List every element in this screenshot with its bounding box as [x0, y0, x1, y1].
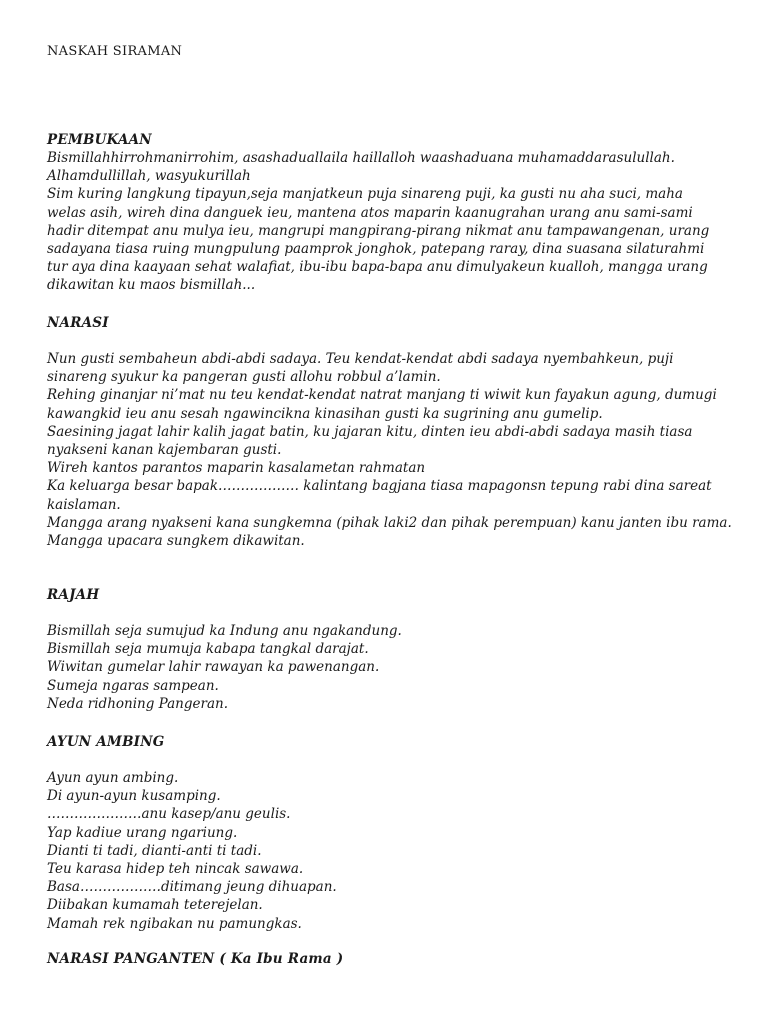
paragraph-line: hadir ditempat anu mulya ieu, mangrupi mangpirang-pirang nikmat anu tampawangenan, urang	[47, 222, 710, 239]
section-ayun-ambing	[47, 733, 737, 933]
heading-narasi: NARASI	[47, 315, 109, 331]
verse-line: Bismillah seja sumujud ka Indung anu ngakandung.	[47, 623, 402, 639]
section-narasi-panganten	[47, 950, 737, 968]
verse-line: Neda ridhoning Pangeran.	[47, 695, 228, 712]
verse-line: Ayun ayun ambing.	[47, 770, 179, 786]
paragraph-line: dikawitan ku maos bismillah...	[47, 277, 256, 294]
paragraph-line: Rehing ginanjar ni’mat nu teu kendat-kendat natrat manjang ti wiwit kun fayakun agung, dumugi	[47, 387, 717, 404]
verse-line: Dianti ti tadi, dianti-anti ti tadi.	[47, 842, 262, 859]
paragraph-line: nyakseni kanan kajembaran gusti.	[47, 442, 282, 459]
verse-line: Wiwitan gumelar lahir rawayan ka pawenangan.	[47, 659, 380, 676]
paragraph-line: Ka keluarga besar bapak……………… kalintang bagjana tiasa mapagonsn tepung rabi dina sareat	[47, 478, 712, 495]
section-pembukaan	[47, 131, 737, 295]
verse-line: Basa………………ditimang jeung dihuapan.	[47, 879, 337, 896]
verse-line: Di ayun-ayun kusamping.	[47, 788, 221, 805]
paragraph-line: Mangga upacara sungkem dikawitan.	[47, 533, 305, 550]
document-title: NASKAH SIRAMAN	[47, 44, 183, 59]
paragraph-line: sinareng syukur ka pangeran gusti allohu robbul a’lamin.	[47, 369, 441, 386]
paragraph-line: Bismillahhirrohmanirrohim, asashaduallaila haillalloh waashaduana muhamaddarasulullah.	[47, 150, 675, 166]
verse-line: Yap kadiue urang ngariung.	[47, 824, 238, 841]
verse-line: Teu karasa hidep teh nincak sawawa.	[47, 861, 304, 878]
paragraph-line: Mangga arang nyakseni kana sungkemna (pihak laki2 dan pihak perempuan) kanu janten ibu rama.	[47, 514, 732, 531]
verse-line: …………………anu kasep/anu geulis.	[47, 806, 291, 823]
section-rajah	[47, 586, 737, 713]
heading-pembukaan: PEMBUKAAN	[47, 132, 152, 148]
verse-line: Mamah rek ngibakan nu pamungkas.	[47, 915, 302, 932]
section-narasi	[47, 314, 737, 550]
heading-rajah: RAJAH	[47, 587, 100, 603]
verse-line: Bismillah seja mumuja kabapa tangkal darajat.	[47, 641, 369, 658]
paragraph-line: Sim kuring langkung tipayun,seja manjatkeun puja sinareng puji, ka gusti nu aha suci, maha	[47, 186, 683, 203]
paragraph-line: sadayana tiasa ruing mungpulung paamprok jonghok, patepang raray, dina suasana silaturahmi	[47, 241, 705, 258]
verse-line: Diibakan kumamah teterejelan.	[47, 897, 263, 914]
paragraph-line: Nun gusti sembaheun abdi-abdi sadaya. Teu kendat-kendat abdi sadaya nyembahkeun, puji	[47, 351, 674, 367]
paragraph-line: Saesining jagat lahir kalih jagat batin, ku jajaran kitu, dinten ieu abdi-abdi sadaya masih tiasa	[47, 423, 693, 440]
heading-ayun-ambing: AYUN AMBING	[47, 734, 165, 750]
paragraph-line: welas asih, wireh dina danguek ieu, mantena atos maparin kaanugrahan urang anu sami-sami	[47, 204, 693, 221]
heading-narasi-panganten: NARASI PANGANTEN ( Ka Ibu Rama )	[47, 951, 344, 967]
paragraph-line: Wireh kantos parantos maparin kasalametan rahmatan	[47, 460, 426, 477]
paragraph-line: Alhamdullillah, wasyukurillah	[47, 168, 251, 185]
paragraph-line: tur aya dina kaayaan sehat walafiat, ibu-ibu bapa-bapa anu dimulyakeun kualloh, mangga urang	[47, 259, 708, 276]
paragraph-line: kaislaman.	[47, 496, 121, 513]
paragraph-line: kawangkid ieu anu sesah ngawincikna kinasihan gusti ka sugrining anu gumelip.	[47, 405, 603, 422]
verse-line: Sumeja ngaras sampean.	[47, 677, 219, 694]
